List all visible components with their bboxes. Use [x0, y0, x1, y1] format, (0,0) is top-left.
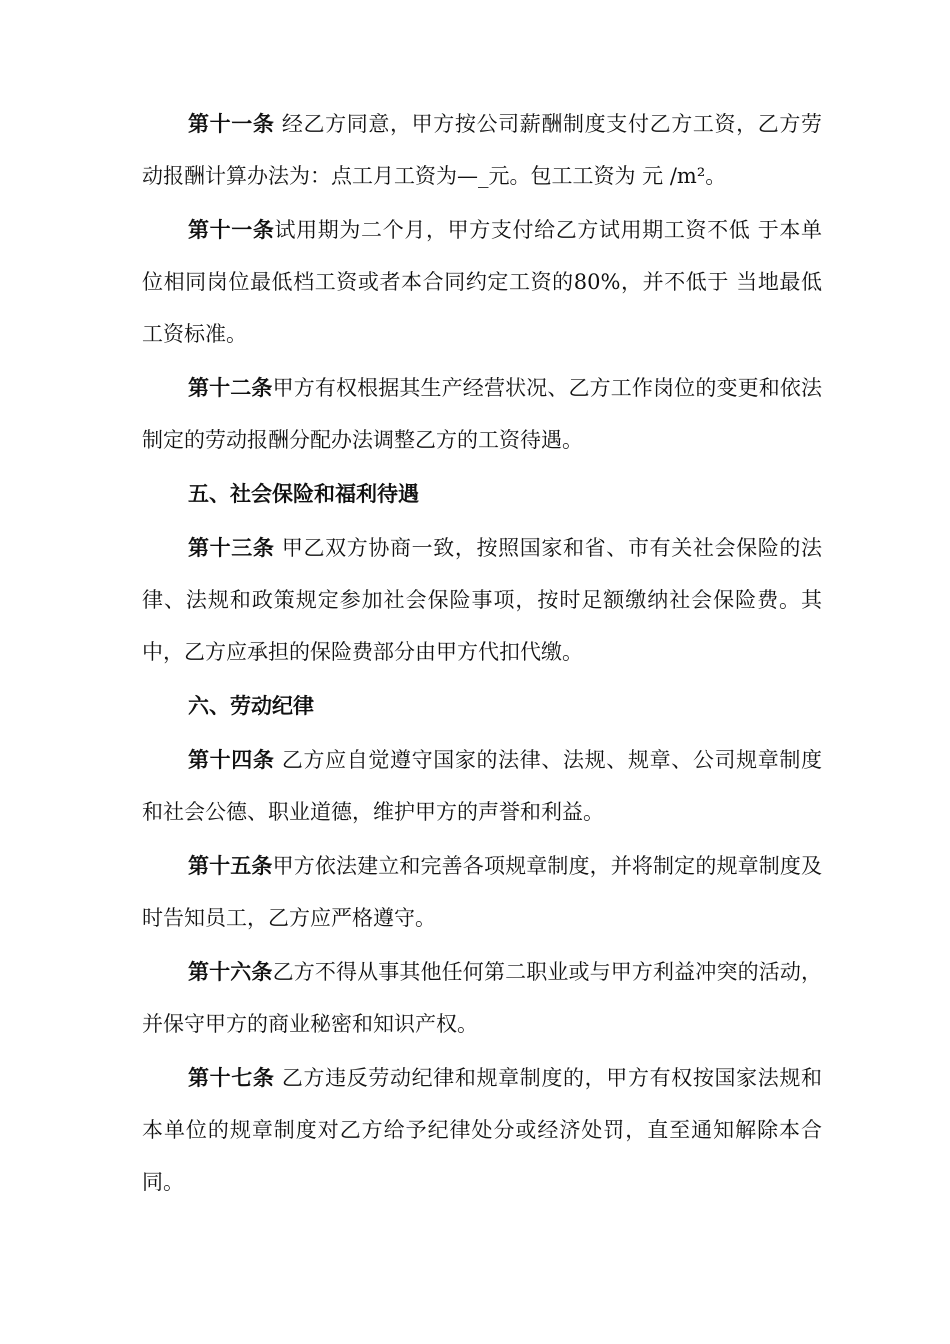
article-number: 第十七条 — [188, 1066, 275, 1090]
article-text: 甲方依法建立和完善各项规章制度，并将制定的规章制度及时告知员工，乙方应严格遵守。 — [142, 854, 823, 930]
section-heading-labor-discipline: 六、劳动纪律 — [188, 694, 314, 718]
article-text: 乙方违反劳动纪律和规章制度的，甲方有权按国家法规和本单位的规章制度对乙方给予纪律处分或经济处罚，直至通知解除本合同。 — [142, 1066, 822, 1194]
article-number: 第十二条 — [188, 376, 273, 400]
article-number: 第十五条 — [188, 854, 273, 878]
article-14-compliance — [142, 734, 822, 838]
article-text: 甲乙双方协商一致，按照国家和省、市有关社会保险的法律、法规和政策规定参加社会保险事项，按时足额缴纳社会保险费。其中，乙方应承担的保险费部分由甲方代扣代缴。 — [142, 536, 822, 664]
article-17-violation — [142, 1052, 822, 1208]
article-text: 甲方有权根据其生产经营状况、乙方工作岗位的变更和依法制定的劳动报酬分配办法调整乙方的工资待遇。 — [142, 376, 823, 452]
article-12-adjustment — [142, 362, 822, 466]
article-11-probation — [142, 204, 822, 360]
article-text: 乙方不得从事其他任何第二职业或与甲方利益冲突的活动，并保守甲方的商业秘密和知识产权。 — [142, 960, 823, 1036]
article-number: 第十四条 — [188, 748, 275, 772]
article-number: 第十一条 — [188, 112, 275, 136]
article-13-insurance — [142, 522, 822, 678]
document-body — [142, 98, 822, 1208]
article-text: 试用期为二个月，甲方支付给乙方试用期工资不低 于本单位相同岗位最低档工资或者本合同约定工资的80%，并不低于 当地最低工资标准。 — [142, 218, 822, 346]
article-number: 第十六条 — [188, 960, 273, 984]
article-text: 经乙方同意，甲方按公司薪酬制度支付乙方工资，乙方劳动报酬计算办法为：点工月工资为—_元。包工工资为 元 /m²。 — [142, 112, 822, 188]
article-number: 第十一条 — [188, 218, 275, 242]
article-number: 第十三条 — [188, 536, 275, 560]
article-text: 乙方应自觉遵守国家的法律、法规、规章、公司规章制度和社会公德、职业道德，维护甲方的声誉和利益。 — [142, 748, 822, 824]
article-11-wages — [142, 98, 822, 202]
article-15-rules — [142, 840, 822, 944]
article-16-conflict — [142, 946, 822, 1050]
section-heading-social-insurance: 五、社会保险和福利待遇 — [188, 482, 419, 506]
